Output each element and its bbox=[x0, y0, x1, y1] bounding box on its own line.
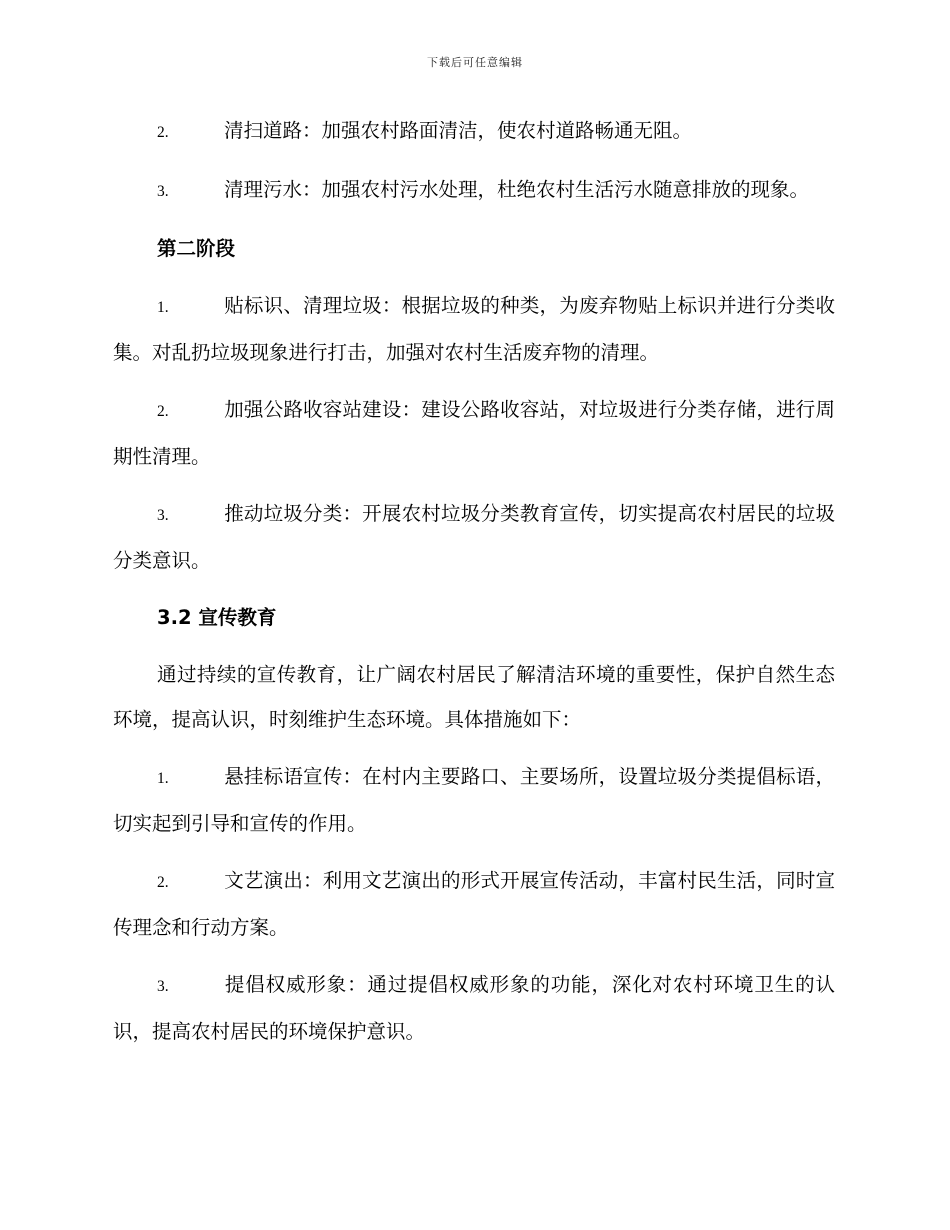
list-item bbox=[113, 387, 835, 479]
list-number: 1. bbox=[157, 770, 169, 787]
document-body bbox=[113, 108, 835, 1066]
list-item bbox=[113, 491, 835, 583]
list-number: 2. bbox=[157, 403, 169, 420]
page-header: 下载后可任意编辑 bbox=[427, 56, 523, 69]
list-item bbox=[113, 167, 835, 214]
list-text: 提倡权威形象：通过提倡权威形象的功能，深化对农村环境卫生的认识，提高农村居民的环境保护意识。 bbox=[113, 973, 835, 1043]
list-text: 加强公路收容站建设：建设公路收容站，对垃圾进行分类存储，进行周期性清理。 bbox=[113, 398, 835, 468]
list-text: 推动垃圾分类：开展农村垃圾分类教育宣传，切实提高农村居民的垃圾分类意识。 bbox=[113, 502, 835, 572]
list-text: 文艺演出：利用文艺演出的形式开展宣传活动，丰富村民生活，同时宣传理念和行动方案。 bbox=[113, 869, 835, 939]
list-text: 悬挂标语宣传：在村内主要路口、主要场所，设置垃圾分类提倡标语，切实起到引导和宣传的作用。 bbox=[113, 765, 835, 835]
list-item bbox=[113, 283, 835, 375]
list-text: 清理污水：加强农村污水处理，杜绝农村生活污水随意排放的现象。 bbox=[224, 178, 810, 201]
list-item bbox=[113, 108, 835, 155]
section-heading: 3.2 宣传教育 bbox=[157, 606, 277, 629]
list-item bbox=[113, 754, 835, 846]
paragraph: 通过持续的宣传教育，让广阔农村居民了解清洁环境的重要性，保护自然生态环境，提高认识，时刻维护生态环境。具体措施如下： bbox=[113, 663, 835, 731]
list-number: 3. bbox=[157, 183, 169, 200]
list-number: 2. bbox=[157, 124, 169, 141]
list-item bbox=[113, 858, 835, 950]
list-number: 2. bbox=[157, 874, 169, 891]
list-number: 3. bbox=[157, 507, 169, 524]
section-heading: 第二阶段 bbox=[157, 237, 236, 260]
list-text: 贴标识、清理垃圾：根据垃圾的种类，为废弃物贴上标识并进行分类收集。对乱扔垃圾现象进行打击，加强对农村生活废弃物的清理。 bbox=[113, 294, 835, 364]
list-number: 1. bbox=[157, 299, 169, 316]
list-item bbox=[113, 962, 835, 1054]
list-text: 清扫道路：加强农村路面清洁，使农村道路畅通无阻。 bbox=[224, 119, 693, 142]
list-number: 3. bbox=[157, 978, 169, 995]
